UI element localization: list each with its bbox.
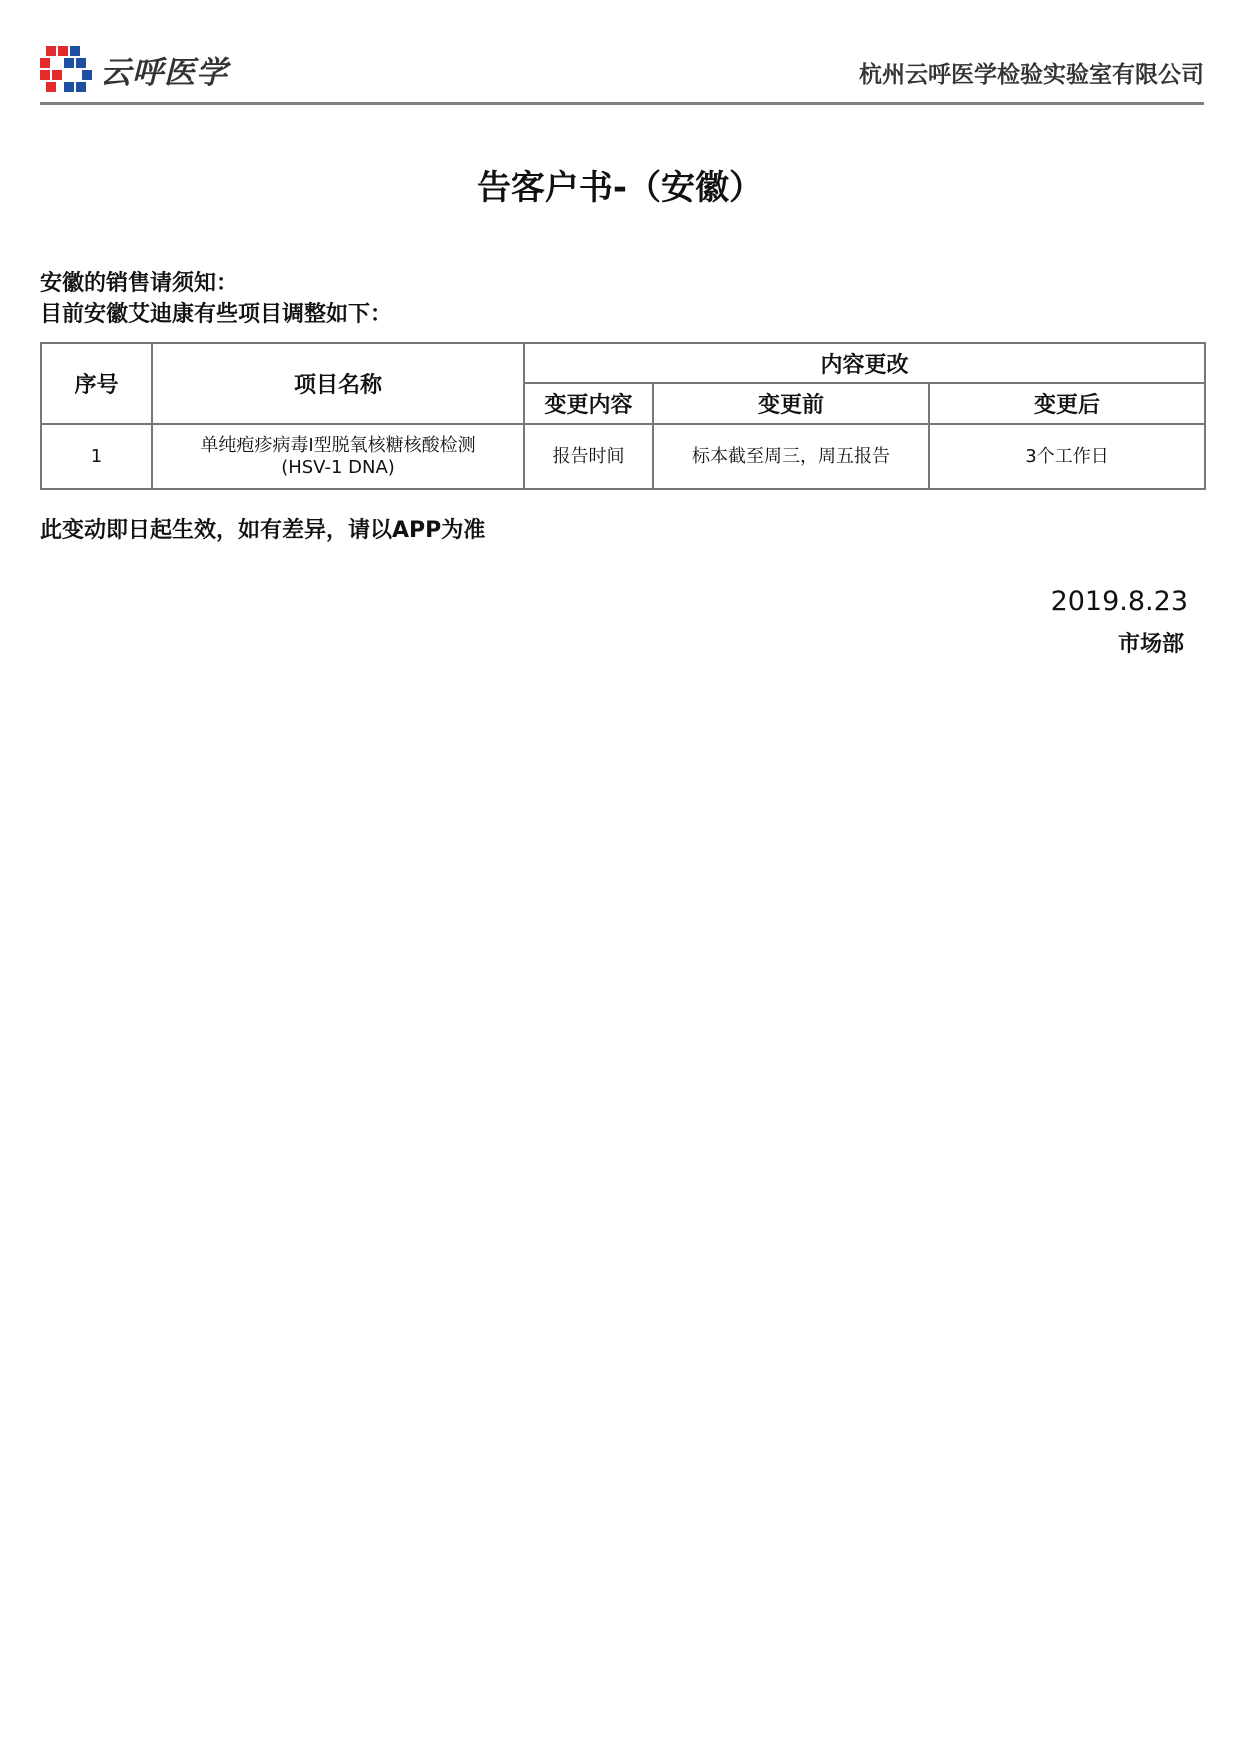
- cell-after: 3个工作日: [929, 424, 1205, 489]
- header-after: 变更后: [929, 383, 1205, 424]
- cell-change-field: 报告时间: [524, 424, 653, 489]
- logo-text: 云呼医学: [100, 54, 228, 91]
- cell-item-name: [152, 424, 524, 489]
- cell-before: 标本截至周三，周五报告: [653, 424, 929, 489]
- header-seq: 序号: [41, 343, 152, 424]
- company-name: 杭州云呼医学检验实验室有限公司: [859, 62, 1204, 88]
- header-divider: [40, 102, 1204, 105]
- item-name-line-1: 单纯疱疹病毒Ⅰ型脱氧核糖核酸检测: [200, 434, 476, 456]
- header-item-name: 项目名称: [152, 343, 524, 424]
- changes-table: [40, 342, 1206, 490]
- intro-line-1: 安徽的销售请须知：: [40, 271, 239, 296]
- item-name-line-2: (HSV-1 DNA): [281, 456, 395, 478]
- cell-seq: 1: [41, 424, 152, 489]
- issue-date: 2019.8.23: [1050, 586, 1188, 617]
- header-change-field: 变更内容: [524, 383, 653, 424]
- header-before: 变更前: [653, 383, 929, 424]
- intro-line-2: 目前安徽艾迪康有些项目调整如下：: [40, 302, 393, 327]
- company-logo: [40, 44, 228, 94]
- intro-text: [40, 268, 392, 330]
- document-title: 告客户书-（安徽）: [476, 168, 764, 208]
- letterhead: [40, 42, 1204, 102]
- header-content-change: 内容更改: [524, 343, 1205, 383]
- issuing-department: 市场部: [1117, 632, 1184, 657]
- effective-notice: 此变动即日起生效，如有差异，请以APP为准: [40, 518, 486, 543]
- medical-cross-logo-icon: [40, 44, 96, 94]
- table-row: [41, 424, 1205, 489]
